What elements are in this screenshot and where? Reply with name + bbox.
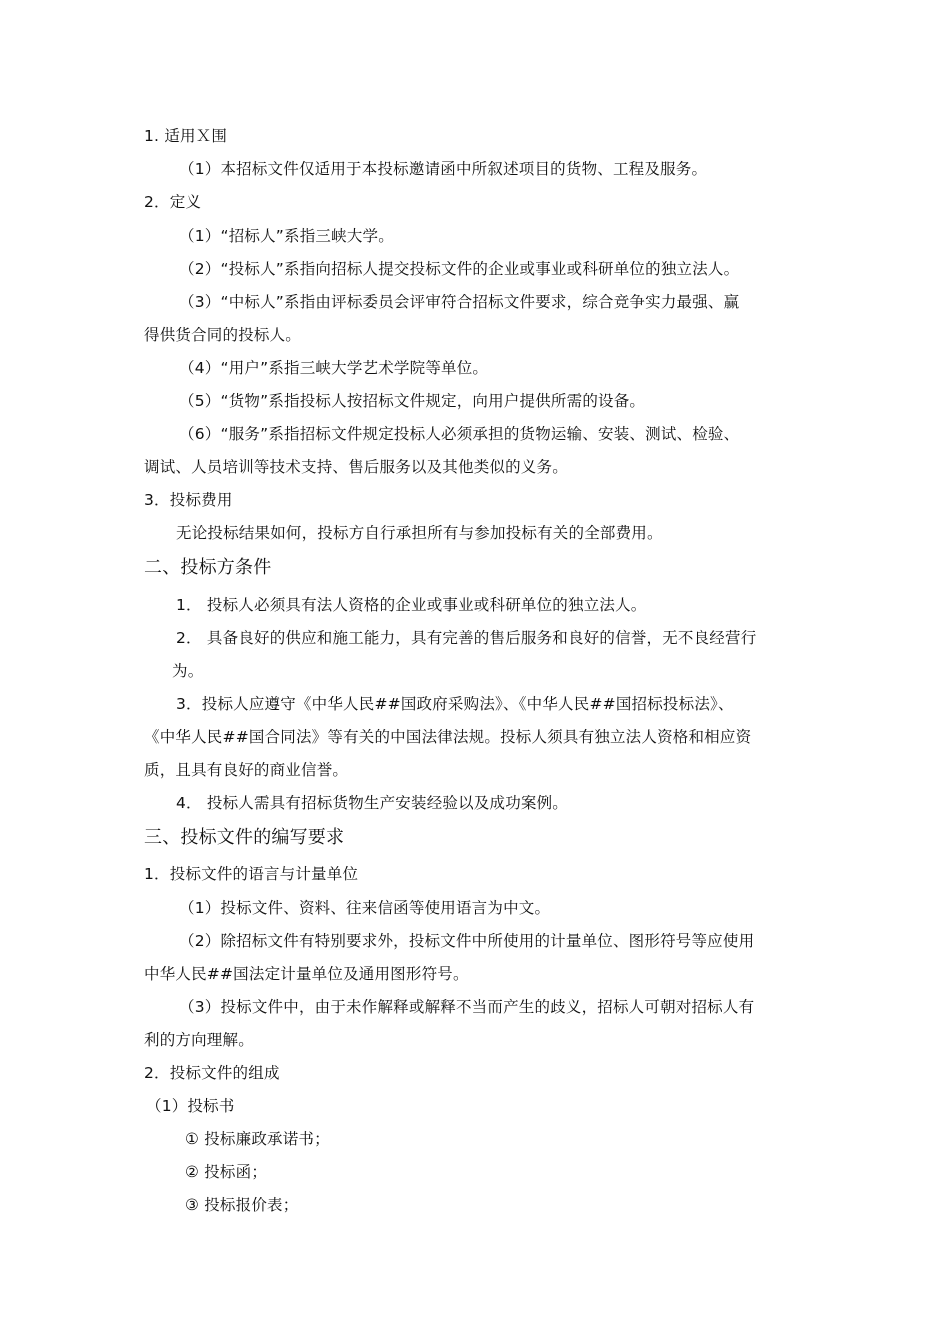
paragraph-line: （3）投标文件中，由于未作解释或解释不当而产生的歧义，招标人可朝对招标人有 <box>179 998 755 1016</box>
section-2-heading: 2．定义 <box>144 193 202 211</box>
paragraph-line: 得供货合同的投标人。 <box>144 326 302 344</box>
list-item: ② 投标函； <box>185 1163 268 1181</box>
paragraph-line: 《中华人民##国合同法》等有关的中国法律法规。投标人须具有独立法人资格和相应资 <box>144 728 752 746</box>
section-3-heading: 3．投标费用 <box>144 491 233 509</box>
paragraph-line: （1）投标文件、资料、往来信函等使用语言为中文。 <box>179 899 551 917</box>
list-heading: （1）投标书 <box>146 1097 235 1115</box>
paragraph-line: （2）“投标人”系指向招标人提交投标文件的企业或事业或科研单位的独立法人。 <box>179 260 740 278</box>
chapter-heading-3: 三、投标文件的编写要求 <box>144 827 345 848</box>
paragraph-line: 调试、人员培训等技术支持、售后服务以及其他类似的义务。 <box>144 458 568 476</box>
paragraph-line: 3．投标人应遵守《中华人民##国政府采购法》、《中华人民##国招标投标法》、 <box>176 695 734 713</box>
paragraph-line: （3）“中标人”系指由评标委员会评审符合招标文件要求，综合竞争实力最强、赢 <box>179 293 740 311</box>
subsection-heading: 2．投标文件的组成 <box>144 1064 280 1082</box>
list-item: ③ 投标报价表； <box>185 1196 299 1214</box>
paragraph-line: （4）“用户”系指三峡大学艺术学院等单位。 <box>179 359 489 377</box>
paragraph-line: 利的方向理解。 <box>144 1031 254 1049</box>
subsection-heading: 1．投标文件的语言与计量单位 <box>144 865 359 883</box>
paragraph-line: 4． 投标人需具有招标货物生产安装经验以及成功案例。 <box>176 794 568 812</box>
paragraph-line: 为。 <box>172 662 204 680</box>
section-1-heading: 1. 适用Ｘ围 <box>144 127 228 145</box>
paragraph-line: 2． 具备良好的供应和施工能力，具有完善的售后服务和良好的信誉，无不良经营行 <box>176 629 757 647</box>
paragraph-line: （6）“服务”系指招标文件规定投标人必须承担的货物运输、安装、测试、检验、 <box>179 425 740 443</box>
paragraph-line: （1）“招标人”系指三峡大学。 <box>179 227 394 245</box>
paragraph-line: 质，且具有良好的商业信誉。 <box>144 761 349 779</box>
paragraph-line: （5）“货物”系指投标人按招标文件规定，向用户提供所需的设备。 <box>179 392 646 410</box>
paragraph-line: 1． 投标人必须具有法人资格的企业或事业或科研单位的独立法人。 <box>176 596 647 614</box>
paragraph-line: 中华人民##国法定计量单位及通用图形符号。 <box>144 965 469 983</box>
paragraph-line: 无论投标结果如何，投标方自行承担所有与参加投标有关的全部费用。 <box>176 524 663 542</box>
chapter-heading-2: 二、投标方条件 <box>144 557 272 578</box>
list-item: ① 投标廉政承诺书； <box>185 1130 330 1148</box>
paragraph-line: （1）本招标文件仅适用于本投标邀请函中所叙述项目的货物、工程及服务。 <box>179 160 708 178</box>
paragraph-line: （2）除招标文件有特别要求外，投标文件中所使用的计量单位、图形符号等应使用 <box>179 932 755 950</box>
